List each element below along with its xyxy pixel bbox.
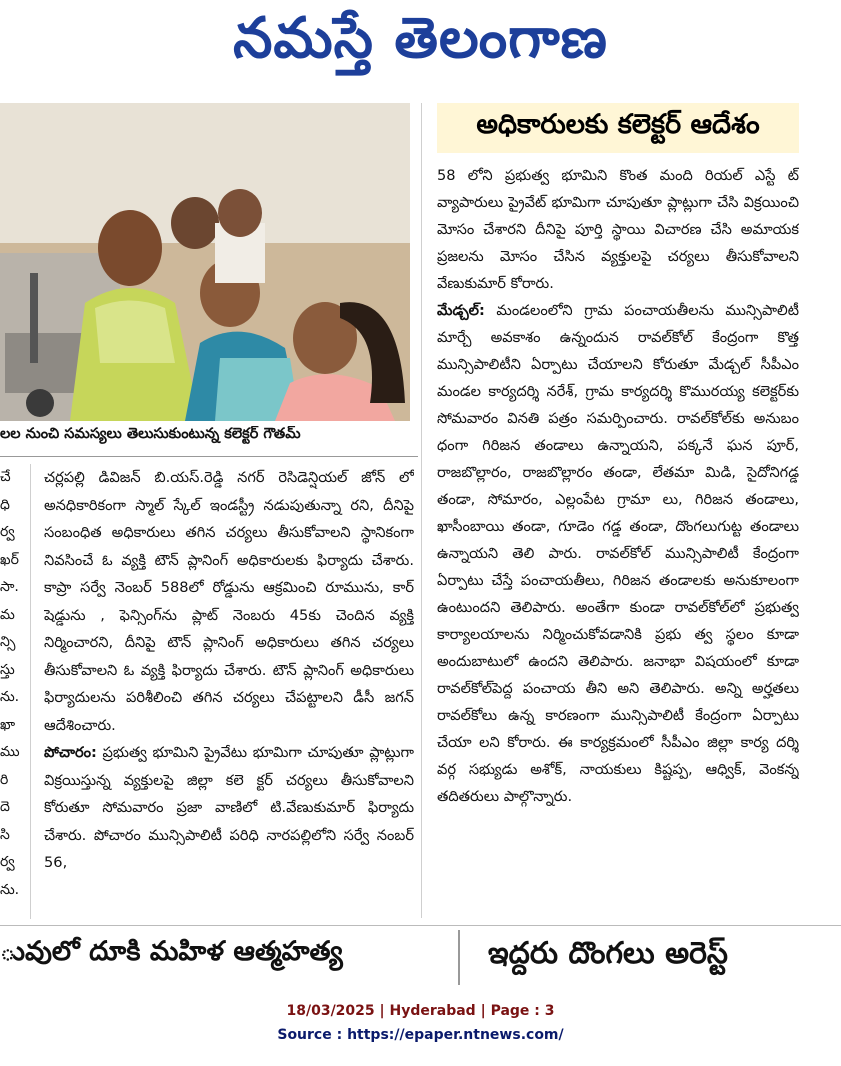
left-column-strip [0, 464, 24, 919]
paragraph-text: ప్రభుత్వ భూమిని ప్రైవేటు భూమిగా చూపుతూ ప్లాట్లుగా విక్రయిస్తున్న వ్యక్తులపై జిల్లా కలె క్టర్ చర్యలు తీసుకోవాలని కోరుతూ సోమవారం ప్రజా వాణిలో టి.వేణుకుమార్ ఫిర్యాదు చేశారు. పోచారం మున్సిపాలిటీ పరిధి నారపల్లిలోని సర్వే నంబర్ 56, [44, 744, 414, 871]
strip-line: సి [0, 826, 10, 843]
news-photo [0, 103, 410, 421]
masthead [0, 0, 841, 92]
bottom-left-headline: ువులో దూకి మహిళ ఆత్మహత్య [0, 936, 343, 967]
footer-source-link[interactable]: Source : https://epaper.ntnews.com/ [277, 1027, 564, 1043]
footer-date-line: 18/03/2025 | Hyderabad | Page : 3 [286, 1003, 555, 1019]
dateline: మేడ్చల్: [437, 302, 485, 319]
right-headline-box [437, 103, 799, 153]
bottom-divider [0, 925, 841, 926]
bottom-column-divider [458, 930, 460, 985]
article-paragraph: చర్లపల్లి డివిజన్ బి.యస్.రెడ్డి నగర్ రెసిడెన్షియల్ జోన్ లో అనధికారికంగా స్మాల్ స్కేల్ ఇండస్ట్రీ నడుపుతున్నా రని, దీనిపై సంబంధిత అధికారులు తగిన చర్యలు తీసుకోవాలని స్థానికంగా నివసించే ఓ వ్యక్తి టౌన్ ప్లానింగ్ అధికారులకు ఫిర్యాదు చేశారు. కాప్రా సర్వే నెంబర్ 588లో రోడ్డును ఆక్రమించి రూమును, కార్ షెడ్డును , ఫెన్సింగ్‌ను ప్లాట్ నెంబరు 45కు చెందిన వ్యక్తి నిర్మించారని, దీనిపై టౌన్ ప్లానింగ్ అధికారులు తగిన చర్యలు తీసుకోవాలని ఓ వ్యక్తి ఫిర్యాదు చేశారు. టౌన్ ప్లానింగ్ అధికారులు ఫిర్యాదులను పరిశీలించి తగిన చర్యలు చేపట్టాలని డీసీ జగన్ ఆదేశించారు. [44, 469, 414, 734]
strip-line: దె [0, 799, 10, 815]
strip-line: ఖా [0, 716, 16, 733]
strip-line: ఖర్ [0, 551, 19, 568]
column-divider [30, 464, 31, 919]
photo-caption: లల నుంచి సమస్యలు తెలుసుకుంటున్న కలెక్టర్ గౌతమ్ [0, 426, 301, 442]
strip-line: మ [0, 606, 15, 623]
article-paragraph [437, 297, 799, 810]
right-article [437, 162, 799, 918]
strip-line: ధి [0, 496, 10, 513]
divider [0, 456, 418, 457]
column-divider [421, 103, 422, 918]
strip-line: స్తు [0, 661, 15, 678]
strip-line: చే [0, 469, 11, 485]
masthead-title: నమస్తే తెలంగాణ [233, 6, 608, 71]
strip-line: ర్వ [0, 854, 15, 870]
photo-illustration [0, 103, 410, 421]
strip-line: సా. [0, 579, 19, 595]
bottom-right-headline: ఇద్దరు దొంగలు అరెస్ట్ [488, 936, 728, 971]
right-headline: అధికారులకు కలెక్టర్ ఆదేశం [476, 109, 760, 140]
paragraph-text: మండలంలోని గ్రామ పంచాయతీలను మున్సిపాలిటీ మార్చే అవకాశం ఉన్నందున రావల్‌కోల్ కేంద్రంగా కొత్త మున్సిపాలిటీని ఏర్పాటు చేయాలని కోరుతూ మేడ్చల్ సీపీఎం మండల కార్యదర్శి నరేశ్, గ్రామ కార్యదర్శి కొమురయ్య కలెక్టర్‌కు సోమవారం వినతి పత్రం సమర్పించారు. రావల్‌కోల్‌కు అనుబం ధంగా గిరిజన తండాలు ఉన్నాయని, పక్కనే ఘన పూర్, రాజబొల్లారం, రాజబొల్లారం తండా, లేతమా మిడి, సైదోనిగడ్డ తండా, సోమారం, ఎల్లంపేట గ్రామా లు, గిరిజన తండాలు, ఖాసీంబాయి తండా, గూడెం గడ్డ తండా, దొంగలుగుట్ట తండాలు ఉన్నాయని తెలి పారు. రావల్‌కోల్ మున్సిపాలిటీ కేంద్రంగా ఏర్పాటు చేస్తే పంచాయతీలు, గిరిజన తండాలకు అనుకూలంగా ఉంటుందని తెలిపారు. అంతేగా కుండా రావల్‌కోల్‌లో ప్రభుత్వ కార్యాలయాలను నిర్మించుకోవడానికి ప్రభు త్వ స్థలం కూడా అందుబాటులో ఉందని తెలిపారు. జనాభా విషయంలో కూడా రావల్‌కోల్‌పెద్ద పంచాయ తీని అని తెలిపారు. అన్ని అర్హతలు రావల్‌కోలు ఉన్న కారణంగా మున్సిపాలిటీ కేంద్రంగా ఏర్పాటు చేయా లని కోరారు. ఈ కార్యక్రమంలో సీపీఎం జిల్లా కార్య దర్శి వర్గ సభ్యుడు అశోక్, నాయకులు కిష్టప్ప, ఆధ్విక్, వెంకన్న తదితరులు పాల్గొన్నారు. [437, 302, 799, 805]
strip-line: ను. [0, 881, 20, 898]
strip-line: రి [0, 771, 9, 788]
strip-line: ము [0, 744, 20, 760]
strip-line: ను. [0, 689, 20, 705]
strip-line: ర్వ [0, 524, 15, 540]
strip-line: న్సి [0, 634, 16, 650]
article-paragraph [44, 739, 414, 877]
article-paragraph: 58 లోని ప్రభుత్వ భూమిని కొంత మంది రియల్ ఎస్టే ట్ వ్యాపారులు ప్రైవేట్ భూమిగా చూపుతూ ప్లాట్లుగా చేసి విక్రయించి మోసం చేశారని దీనిపై పూర్తి స్థాయి విచారణ చేసి అమాయక ప్రజలను మోసం చేసిన వ్యక్తులపై చర్యలు తీసుకోవాలని వేణుకుమార్ కోరారు. [437, 167, 799, 292]
dateline: పోచారం: [44, 744, 97, 761]
middle-article [44, 464, 414, 919]
